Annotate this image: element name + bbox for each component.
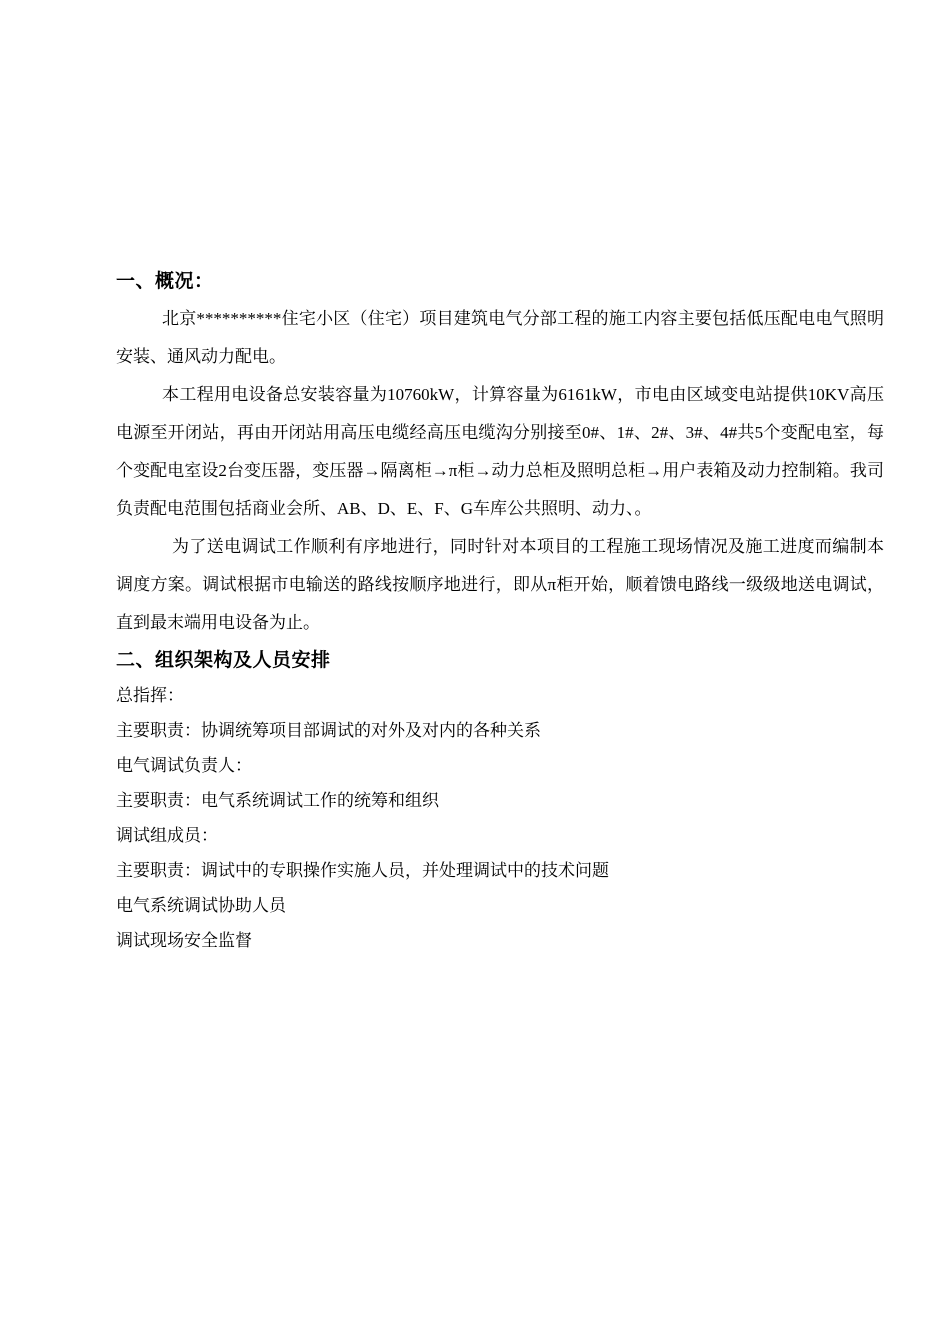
org-line-commander: 总指挥：	[116, 686, 184, 705]
org-line-assistants: 电气系统调试协助人员	[116, 896, 286, 915]
org-line-electrical-lead: 电气调试负责人：	[116, 756, 252, 775]
section-heading-overview: 一、概况：	[116, 270, 214, 292]
org-line-electrical-lead-duty: 主要职责：电气系统调试工作的统筹和组织	[116, 791, 439, 810]
section-heading-organization: 二、组织架构及人员安排	[116, 649, 331, 671]
org-line-team-members-duty: 主要职责：调试中的专职操作实施人员，并处理调试中的技术问题	[116, 861, 609, 880]
document-body	[116, 262, 884, 958]
overview-paragraph-power-supply: 本工程用电设备总安装容量为10760kW，计算容量为6161kW，市电由区域变电站提供10KV高压电源至开闭站，再由开闭站用高压电缆经高压电缆沟分别接至0#、1#、2#、3#、4#共5个变配电室，每个变配电室设2台变压器，变压器→隔离柜→π柜→动力总柜及照明总柜→用户表箱及动力控制箱。我司负责配电范围包括商业会所、AB、D、E、F、G车库公共照明、动力、。	[116, 385, 884, 518]
org-line-team-members: 调试组成员：	[116, 826, 218, 845]
organization-list	[116, 678, 884, 958]
org-line-safety-supervision: 调试现场安全监督	[116, 931, 252, 950]
org-line-commander-duty: 主要职责：协调统筹项目部调试的对外及对内的各种关系	[116, 721, 541, 740]
overview-paragraph-purpose: 为了送电调试工作顺利有序地进行，同时针对本项目的工程施工现场情况及施工进度而编制本调度方案。调试根据市电输送的路线按顺序地进行，即从π柜开始，顺着馈电路线一级级地送电调试，直到最末端用电设备为止。	[116, 537, 884, 632]
overview-paragraph-scope: 北京**********住宅小区（住宅）项目建筑电气分部工程的施工内容主要包括低压配电电气照明安装、通风动力配电。	[116, 309, 884, 366]
